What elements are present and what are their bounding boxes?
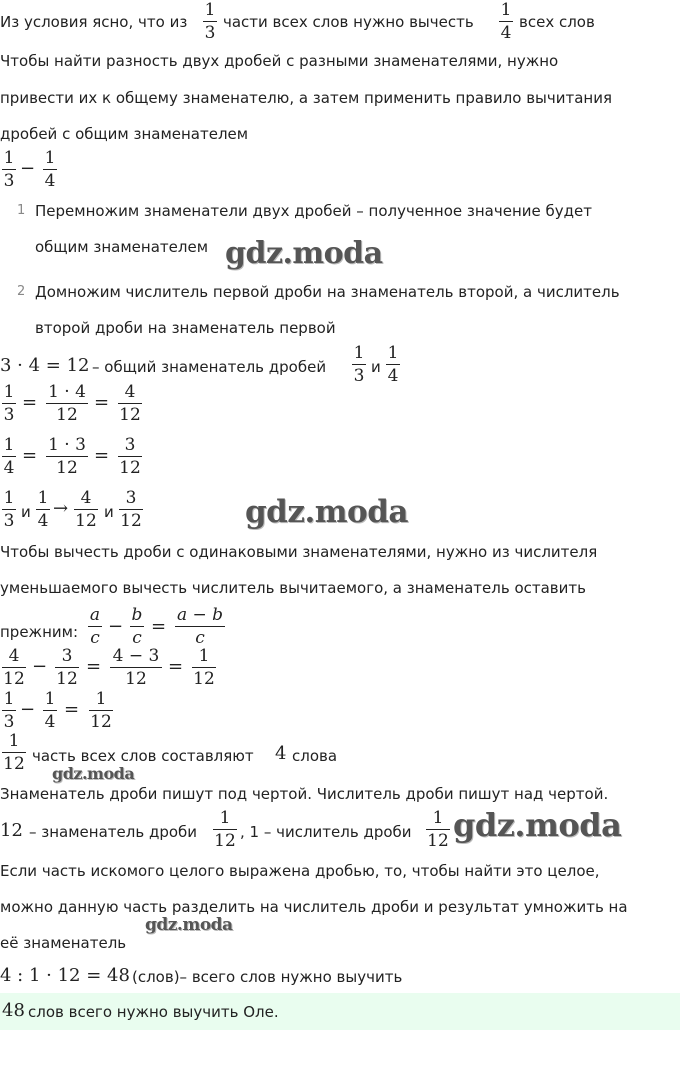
intro-line	[0, 12, 187, 32]
minus-sign: −	[20, 699, 36, 720]
eq-sign: =	[151, 616, 167, 637]
final-expr: 4 : 1 · 12 = 48	[0, 965, 130, 986]
res-frac-4-12: 4 12	[75, 488, 97, 531]
rule-frac-result: a − b c	[176, 605, 224, 648]
step1-number: 1	[17, 203, 26, 218]
minus-sign: −	[108, 616, 124, 637]
fraction-1-4: 1 4	[500, 0, 512, 43]
para4-line2: можно данную часть разделить на числитель дроби и результат умножить на	[0, 898, 628, 916]
para4-line3: её знаменатель	[0, 934, 127, 952]
minus-sign: −	[20, 158, 36, 179]
line12-text-b: , 1 – числитель дроби	[240, 823, 412, 841]
common-text: – общий знаменатель дробей	[92, 358, 327, 376]
line12-frac-a: 1 12	[214, 808, 236, 851]
res-frac-3-12: 3 12	[120, 488, 142, 531]
watermark-logo: gdz.moda	[453, 806, 622, 844]
para3-line: Знаменатель дроби пишут под чертой. Числитель дроби пишут над чертой.	[0, 785, 609, 803]
part-value: 4	[275, 743, 287, 764]
watermark-logo: gdz.moda	[225, 236, 383, 271]
conv2-frac-right: 3 12	[119, 435, 141, 478]
calc-frac-3-12: 3 12	[56, 646, 78, 689]
eq-sign: =	[168, 656, 184, 677]
common-frac-1-4: 1 4	[387, 343, 399, 386]
eq-sign: =	[86, 656, 102, 677]
answer-number: 48	[2, 1000, 25, 1021]
eq-sign: =	[94, 445, 110, 466]
rule-frac-b-c: b c	[131, 605, 143, 648]
common-and: и	[371, 358, 381, 376]
part-frac-1-12: 1 12	[3, 731, 25, 774]
sum-frac-1-4: 1 4	[44, 689, 56, 732]
conv2-frac-mid: 1 · 3 12	[46, 435, 88, 478]
res-frac-1-4: 1 4	[37, 488, 49, 531]
conv1-frac-mid: 1 · 4 12	[46, 382, 88, 425]
arrow-icon: →	[53, 498, 69, 519]
step2-line2: второй дроби на знаменатель первой	[35, 319, 336, 337]
answer-box	[0, 993, 680, 1030]
conv2-frac-left: 1 4	[3, 435, 15, 478]
para2-line2: уменьшаемого вычесть числитель вычитаемого, а знаменатель оставить	[0, 579, 586, 597]
para2-line1: Чтобы вычесть дроби с одинаковыми знаменателями, нужно из числителя	[0, 543, 598, 561]
part-slova: слова	[292, 747, 338, 765]
para4-line1: Если часть искомого целого выражена дробью, то, чтобы найти это целое,	[0, 862, 600, 880]
conv1-frac-right: 4 12	[119, 382, 141, 425]
and-text: и	[104, 503, 114, 521]
fraction-1-3: 1 3	[204, 0, 216, 43]
and-text: и	[21, 503, 31, 521]
watermark-logo: gdz.moda	[52, 764, 135, 783]
intro-text-b: части всех слов нужно вычесть	[223, 13, 474, 31]
rule-frac-a-c: a c	[89, 605, 101, 648]
para1-line1: Чтобы найти разность двух дробей с разными знаменателями, нужно	[0, 52, 559, 70]
sum-frac-1-12: 1 12	[90, 689, 112, 732]
watermark-logo: gdz.moda	[245, 494, 408, 530]
common-expr: 3 · 4 = 12	[0, 355, 90, 376]
para2-line3: прежним:	[0, 623, 78, 641]
intro-text-c: всех слов	[519, 13, 595, 31]
common-frac-1-3: 1 3	[353, 343, 365, 386]
conv1-frac-left: 1 3	[3, 382, 15, 425]
step2-line1: Домножим числитель первой дроби на знаменатель второй, а числитель	[35, 283, 620, 301]
calc-frac-1-12: 1 12	[193, 646, 215, 689]
line12-text-a: – знаменатель дроби	[29, 823, 198, 841]
step2-number: 2	[17, 284, 26, 299]
eq-sign: =	[94, 392, 110, 413]
para1-line3: дробей с общим знаменателем	[0, 125, 249, 143]
eq-sign: =	[64, 699, 80, 720]
step1-line1: Перемножим знаменатели двух дробей – полученное значение будет	[35, 202, 592, 220]
final-text: (слов)– всего слов нужно выучить	[132, 968, 403, 986]
watermark-logo: gdz.moda	[145, 915, 233, 935]
eq-sign: =	[22, 392, 38, 413]
part-text: часть всех слов составляют	[32, 747, 254, 765]
answer-text: слов всего нужно выучить Оле.	[28, 1003, 279, 1021]
line12-frac-b: 1 12	[427, 808, 449, 851]
expr-frac-1-3: 1 3	[3, 148, 15, 191]
intro-text-a: Из условия ясно, что из	[0, 13, 188, 31]
sum-frac-1-3: 1 3	[3, 689, 15, 732]
eq-sign: =	[22, 445, 38, 466]
res-frac-1-3: 1 3	[3, 488, 15, 531]
calc-frac-mid: 4 − 3 12	[110, 646, 162, 689]
line12-num: 12	[0, 820, 23, 841]
expr-frac-1-4: 1 4	[44, 148, 56, 191]
para1-line2: привести их к общему знаменателю, а затем применить правило вычитания	[0, 89, 612, 107]
calc-frac-4-12: 4 12	[3, 646, 25, 689]
minus-sign: −	[32, 656, 48, 677]
step1-line2: общим знаменателем	[35, 238, 209, 256]
